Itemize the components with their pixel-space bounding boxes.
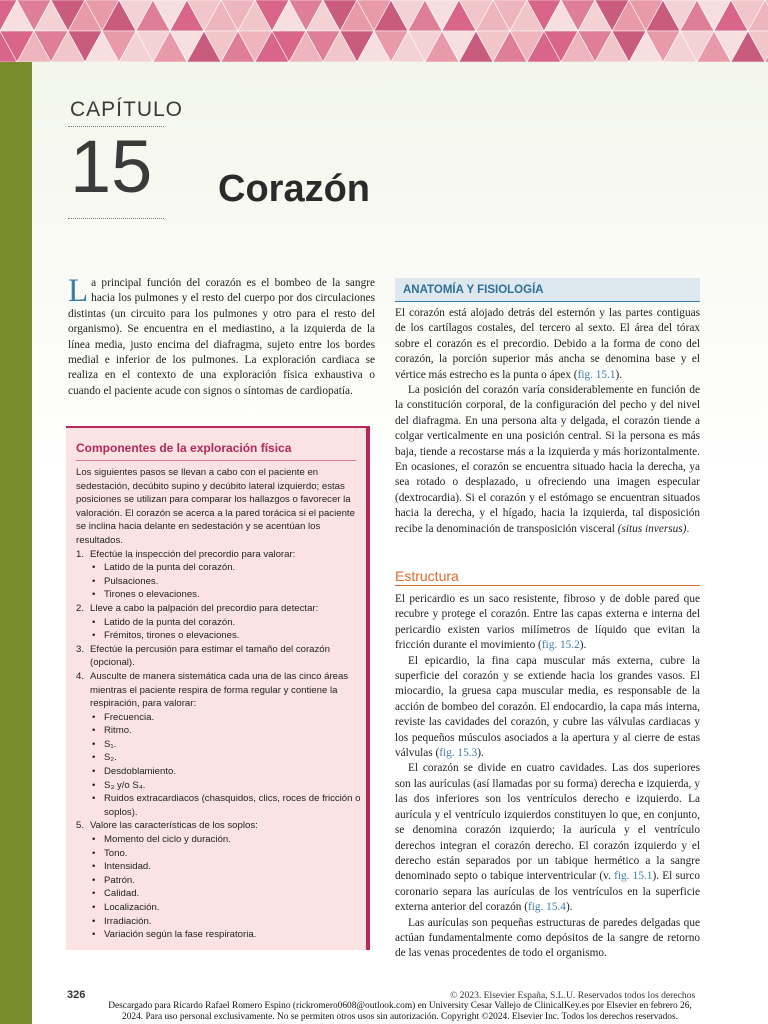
dotted-divider (68, 218, 164, 219)
box-bullet: • Ritmo. (76, 724, 362, 738)
box-bullet: • Pulsaciones. (76, 575, 362, 589)
intro-paragraph (68, 273, 375, 399)
box-bullet: • S₂. (76, 751, 362, 765)
box-bullet: • Latido de la punta del corazón. (76, 616, 362, 630)
step-number: 2. (76, 602, 85, 614)
structure-text: El pericardio es un saco resistente, fibroso y de doble pared que recubre y protege el corazón. Entre las capas externa e interna del pericardio existen varios milímetros de líquido que evitan la fricción durante el movimiento (fig. 15.2). El epicardio, la fina capa muscular más externa, cubre la superficie del corazón y se extiende hacia los grandes vasos. El miocardio, la gruesa capa muscular media, es responsable de la acción de bombeo del corazón. El endocardio, la capa más interna, reviste las cavidades del corazón, y cubre las válvulas cardiacas y los pequeños músculos asociados a la apertura y al cierre de estas válvulas (fig. 15.3). El corazón se divide en cuatro cavidades. Las dos superiores son las aurículas (así llamadas por su forma) derecha e izquierda, y las dos inferiores son los ventrículos derecho e izquierdo. La aurícula y el ventrículo izquierdos constituyen lo que, en conjunto, se denomina corazón izquierdo; la aurícula y el ventrículo derechos integran el corazón derecho. El corazón izquierdo y el derecho están separados por un tabique hermético a la sangre denominado septo o tabique interventricular (v. fig. 15.1). El surco coronario separa las aurículas de los ventrículos en la superficie externa anterior del corazón (fig. 15.4). Las aurículas son pequeñas estructuras de paredes delgadas que actúan fundamentalmente como depósitos de la sangre de retorno de las venas procedentes de todo el organismo. (395, 593, 700, 960)
box-bullet: • Calidad. (76, 887, 362, 901)
figure-link[interactable]: fig. 15.3 (439, 747, 478, 760)
intro-text: a principal función del corazón es el bombeo de la sangre hacia los pulmones y el resto del cuerpo por dos circulaciones distintas (un circuito para los pulmones y otro para el resto del organismo). Se encuentra en el mediastino, a la izquierda de la línea media, justo encima del diafragma, sujeto entre los bordes medial e inferior de los pulmones. La exploración cardiaca se realiza en el contexto de una exploración física exhaustiva o cuando el paciente acude con signos o síntomas de cardiopatía. (68, 277, 375, 397)
step-number: 4. (76, 670, 85, 682)
copyright-notice: © 2023. Elsevier España, S.L.U. Reservados todos los derechos (450, 990, 696, 1001)
step-number: 1. (76, 548, 85, 560)
step-text: Efectúe la inspección del precordio para valorar: (90, 548, 296, 560)
dropcap-letter: L (68, 273, 89, 309)
box-bullet: • S₃ y/o S₄. (76, 779, 362, 793)
download-notice: Descargado para Ricardo Rafael Romero Espino (rickromero0608@outlook.com) en University Cesar Vallejo de ClinicalKey.es por Elsevier en febrero 26, 2024. Para uso personal exclusivamente. No se permiten otros usos sin autorización. Copyright ©2024. Elsevier Inc. Todos los derechos reservados. (108, 1001, 692, 1022)
box-bullet: • Irradiación. (76, 915, 362, 929)
step-number: 5. (76, 820, 85, 832)
box-bullet: • Tirones o elevaciones. (76, 588, 362, 602)
chapter-title: Corazón (218, 168, 370, 210)
box-bullet: • Frecuencia. (76, 711, 362, 725)
box-bullet: • Tono. (76, 847, 362, 861)
step-text: Efectúe la percusión para estimar el tamaño del corazón (opcional). (90, 643, 330, 669)
figure-link[interactable]: fig. 15.4 (527, 901, 566, 914)
box-bullet: • S₁. (76, 738, 362, 752)
box-bullet: • Latido de la punta del corazón. (76, 561, 362, 575)
box-step (76, 602, 362, 616)
chapter-label: CAPÍTULO (70, 98, 184, 121)
box-bullet: • Intensidad. (76, 860, 362, 874)
step-text: Ausculte de manera sistemática cada una de las cinco áreas mientras el paciente respira de forma regular y contiene la respiración, para valorar: (90, 670, 349, 710)
box-bullet: • Ruidos extracardiacos (chasquidos, clics, roces de fricción o soplos). (76, 792, 362, 819)
figure-link[interactable]: fig. 15.1 (614, 870, 653, 883)
step-number: 3. (76, 643, 85, 655)
decorative-triangle-pattern (0, 0, 768, 62)
box-bullet: • Variación según la fase respiratoria. (76, 928, 362, 942)
section-heading-anatomy: ANATOMÍA Y FISIOLOGÍA (395, 278, 700, 302)
box-bullet: • Momento del ciclo y duración. (76, 833, 362, 847)
box-bullet: • Frémitos, tirones o elevaciones. (76, 629, 362, 643)
box-bullet: • Desdoblamiento. (76, 765, 362, 779)
step-text: Valore las características de los soplos: (90, 820, 258, 832)
box-step (76, 670, 362, 711)
chapter-number: 15 (70, 125, 153, 208)
chapter-side-bar (0, 52, 32, 1024)
box-title: Componentes de la exploración física (76, 441, 356, 461)
box-bullet: • Localización. (76, 901, 362, 915)
step-text: Lleve a cabo la palpación del precordio para detectar: (90, 602, 319, 614)
page-number: 326 (67, 989, 86, 1001)
box-step (76, 643, 362, 670)
box-intro: Los siguientes pasos se llevan a cabo con el paciente en sedestación, decúbito supino y decúbito lateral izquierdo; estas posiciones se utilizan para comparar los hallazgos o favorecer la valoración. El corazón se acerca a la pared torácica si el paciente se inclina hacia delante en sedestación y se acentúan los resultados. (76, 467, 355, 546)
box-bullet: • Patrón. (76, 874, 362, 888)
figure-link[interactable]: fig. 15.1 (577, 368, 616, 381)
figure-link[interactable]: fig. 15.2 (541, 639, 580, 652)
box-body (76, 466, 362, 942)
anatomy-text: El corazón está alojado detrás del esternón y las partes contiguas de los cartílagos costales, del tercero al sexto. El área del tórax sobre el corazón es el precordio. Debido a la forma de cono del corazón, la porción superior más ancha se denomina base y el vértice más estrecho es la punta o ápex (fig. 15.1). La posición del corazón varía considerablemente en función de la constitución corporal, de la configuración del pecho y del nivel del diafragma. En una persona alta y delgada, el corazón tiende a colgar verticalmente en una posición central. Si la persona es más baja, tiende a recostarse más a la izquierda y más horizontalmente. En ocasiones, el corazón se encuentra situado hacia la derecha, ya sea rotado o desplazado, u ofreciendo una imagen especular (dextrocardia). Si el corazón y el estómago se encuentran situados hacia la derecha, y el hígado, hacia la izquierda, tal disposición recibe la denominación de transposición visceral (situs inversus). (395, 307, 700, 535)
box-step (76, 548, 362, 562)
box-step (76, 819, 362, 833)
subsection-heading-structure: Estructura (395, 568, 700, 586)
